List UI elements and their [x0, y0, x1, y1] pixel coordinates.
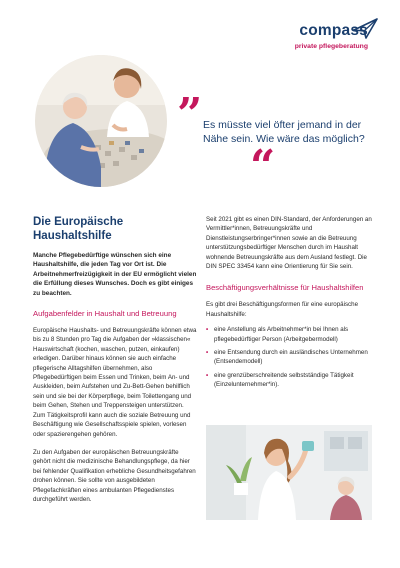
right-column: [206, 215, 372, 394]
brand-name: compass: [299, 22, 368, 39]
medical-care-paragraph: Zu den Aufgaben der europäischen Betreuungskräfte gehört nicht die medizinische Behandlungspflege, da hier bei fehlender Qualifikation erhebliche Gesundheitsgefahren drohen können. Sie sollte von ausgebildeten Pflegefachkräften eines ambulanten Pflegedienstes durchgeführt werden.: [33, 448, 196, 503]
list-item: • eine grenzüberschreitende selbstständige Tätigkeit (Einzelunternehmer*in).: [206, 371, 372, 390]
employment-intro: Es gibt drei Beschäftigungsformen für eine europäische Haushaltshilfe:: [206, 301, 359, 318]
list-item: • eine Anstellung als Arbeitnehmer*in bei Ihnen als pflegebedürftiger Person (Arbeitgebermodell): [206, 325, 372, 344]
subheading-tasks: Aufgabenfelder in Haushalt und Betreuung: [33, 309, 177, 319]
quote-close-mark: “: [250, 141, 276, 192]
list-item: • eine Entsendung durch ein ausländisches Unternehmen (Entsendemodell): [206, 348, 372, 367]
article-title: Die Europäische Haushaltshilfe: [33, 216, 124, 242]
tasks-paragraph: Europäische Haushalts- und Betreuungskräfte können etwa bis zu 8 Stunden pro Tag die Aufgaben der »klassischen« Hauswirtschaft (kochen, waschen, putzen, einkaufen) erledigen. Darüber hinaus können sie auch einfache pflegerische Alltagshilfen übernehmen, also Pflegebedürftigen beim Essen und Trinken, beim An- und Auskleiden, beim Aufstehen und Zu-Bett-Gehen behilflich sein und sie bei der Körperpflege, beim Toilettengang und beim Gehen, Stehen und Treppensteigen unterstützen. Zum Tätigkeitsprofil kann auch die soziale Betreuung und Beschäftigung wie Gesellschaftsspiele spielen, vorlesen oder spazierengehen gehören.: [33, 327, 197, 438]
brand-logo: [268, 22, 368, 51]
article-lead: Manche Pflegebedürftige wünschen sich eine Haushaltshilfe, die jeden Tag vor Ort ist. Die Arbeitnehmerfreizügigkeit in der EU ermöglicht vielen die Erfüllung dieses Wunsches. Doch es gibt einiges zu beachten.: [33, 252, 197, 297]
pull-quote: Es müsste viel öfter jemand in der Nähe sein. Wie wäre das möglich?: [203, 119, 365, 145]
quote-open-mark: ”: [177, 89, 203, 140]
employment-forms-list: [206, 325, 372, 389]
paper-plane-icon: [352, 18, 378, 40]
subheading-employment: Beschäftigungsverhältnisse für Haushaltshilfen: [206, 283, 364, 293]
household-photo: [206, 425, 372, 520]
puzzle-photo: [35, 55, 167, 187]
din-standard-paragraph: Seit 2021 gibt es einen DIN-Standard, der Anforderungen an Vermittler*innen, Betreuungskräfte und Dienstleistungserbringer*innen sowie an die Betreuung unterstützungsbedürftiger Menschen durch im Haushalt wohnende Betreuungskräfte aus dem Ausland festlegt. Die DIN SPEC 33454 kann eine Orientierung für Sie sein.: [206, 216, 372, 271]
brand-tagline: private pflegeberatung: [294, 43, 368, 50]
left-column: [33, 215, 197, 513]
